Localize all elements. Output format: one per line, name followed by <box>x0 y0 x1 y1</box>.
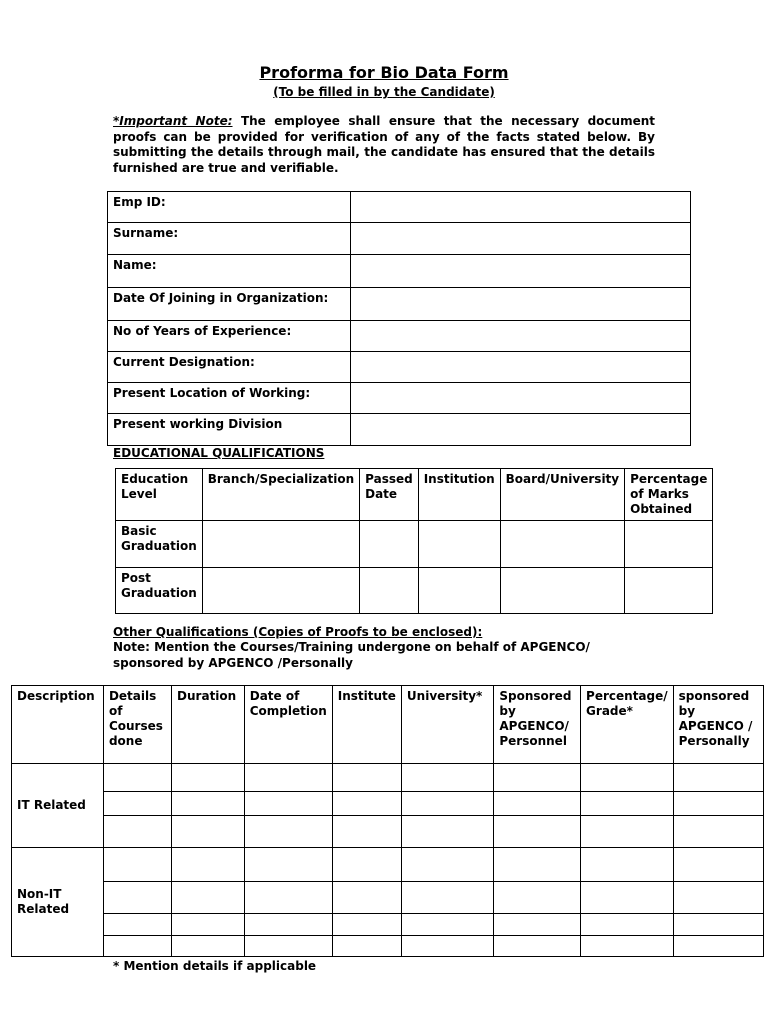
column-header: Sponsored by APGENCO/ Personnel <box>494 686 581 764</box>
table-cell[interactable] <box>360 521 419 568</box>
column-header: Education Level <box>116 469 203 521</box>
table-cell[interactable] <box>401 936 493 957</box>
field-label: Surname: <box>108 223 351 255</box>
table-cell[interactable] <box>202 521 359 568</box>
column-header: Branch/Specialization <box>202 469 359 521</box>
table-cell[interactable] <box>244 914 332 936</box>
table-row <box>12 882 764 914</box>
row-label: Basic Graduation <box>116 521 203 568</box>
important-note-label: *Important Note: <box>113 114 233 128</box>
table-cell[interactable] <box>103 914 171 936</box>
table-cell[interactable] <box>581 914 674 936</box>
table-cell[interactable] <box>103 882 171 914</box>
field-label: Present Location of Working: <box>108 383 351 414</box>
table-cell[interactable] <box>332 914 401 936</box>
column-header: Details of Courses done <box>103 686 171 764</box>
column-header: Institution <box>418 469 500 521</box>
table-cell[interactable] <box>581 848 674 882</box>
table-cell[interactable] <box>103 816 171 848</box>
table-cell[interactable] <box>581 764 674 792</box>
table-cell[interactable] <box>401 914 493 936</box>
table-cell[interactable] <box>244 792 332 816</box>
table-cell[interactable] <box>581 936 674 957</box>
table-cell[interactable] <box>401 848 493 882</box>
table-cell[interactable] <box>625 521 713 568</box>
field-label: Present working Division <box>108 414 351 446</box>
column-header: Institute <box>332 686 401 764</box>
table-cell[interactable] <box>401 792 493 816</box>
column-header: Date of Completion <box>244 686 332 764</box>
table-cell[interactable] <box>494 764 581 792</box>
table-row <box>12 936 764 957</box>
form-title: Proforma for Bio Data Form <box>259 63 509 82</box>
years-experience-field[interactable] <box>350 321 690 352</box>
table-cell[interactable] <box>172 936 245 957</box>
column-header: Percentage/ Grade* <box>581 686 674 764</box>
field-label: Current Designation: <box>108 352 351 383</box>
table-cell[interactable] <box>244 816 332 848</box>
table-cell[interactable] <box>673 914 763 936</box>
field-label: Name: <box>108 255 351 288</box>
table-cell[interactable] <box>103 764 171 792</box>
group-label: Non-IT Related <box>12 848 104 957</box>
table-cell[interactable] <box>418 568 500 614</box>
column-header: Passed Date <box>360 469 419 521</box>
table-cell[interactable] <box>172 764 245 792</box>
table-cell[interactable] <box>172 848 245 882</box>
table-cell[interactable] <box>401 764 493 792</box>
table-cell[interactable] <box>172 882 245 914</box>
present-location-field[interactable] <box>350 383 690 414</box>
emp-id-field[interactable] <box>350 192 690 223</box>
field-label: Emp ID: <box>108 192 351 223</box>
table-cell[interactable] <box>244 764 332 792</box>
other-qualifications-heading: Other Qualifications (Copies of Proofs to be enclosed): <box>113 625 483 639</box>
table-row <box>12 764 764 792</box>
table-cell[interactable] <box>103 792 171 816</box>
table-row <box>12 848 764 882</box>
table-cell[interactable] <box>103 936 171 957</box>
table-cell[interactable] <box>172 816 245 848</box>
table-cell[interactable] <box>500 521 624 568</box>
other-qualifications-note: Note: Mention the Courses/Training undergone on behalf of APGENCO/ sponsored by APGENCO /Personally <box>113 640 590 670</box>
table-cell[interactable] <box>172 792 245 816</box>
table-cell[interactable] <box>581 816 674 848</box>
table-cell[interactable] <box>103 848 171 882</box>
table-cell[interactable] <box>494 936 581 957</box>
table-cell[interactable] <box>494 816 581 848</box>
important-note-text: The employee shall ensure that the necessary document proofs can be provided for verification of any of the facts stated below. By submitting the details through mail, the candidate has ensured that the details furnished are true and verifiable. <box>113 114 655 175</box>
table-row <box>116 568 713 614</box>
present-division-field[interactable] <box>350 414 690 446</box>
other-qualifications-table <box>11 685 764 957</box>
form-subtitle: (To be filled in by the Candidate) <box>273 85 495 99</box>
column-header: Duration <box>172 686 245 764</box>
table-cell[interactable] <box>332 764 401 792</box>
education-table <box>115 468 713 614</box>
table-cell[interactable] <box>581 792 674 816</box>
table-cell[interactable] <box>332 816 401 848</box>
table-cell[interactable] <box>244 848 332 882</box>
important-note <box>113 114 655 176</box>
column-header: Percentage of Marks Obtained <box>625 469 713 521</box>
table-row <box>12 792 764 816</box>
table-cell[interactable] <box>625 568 713 614</box>
table-cell[interactable] <box>494 792 581 816</box>
table-cell[interactable] <box>332 882 401 914</box>
table-cell[interactable] <box>500 568 624 614</box>
column-header: Board/University <box>500 469 624 521</box>
name-field[interactable] <box>350 255 690 288</box>
column-header: Description <box>12 686 104 764</box>
field-label: No of Years of Experience: <box>108 321 351 352</box>
table-cell[interactable] <box>401 882 493 914</box>
table-cell[interactable] <box>332 848 401 882</box>
surname-field[interactable] <box>350 223 690 255</box>
table-cell[interactable] <box>244 936 332 957</box>
table-cell[interactable] <box>172 914 245 936</box>
table-cell[interactable] <box>360 568 419 614</box>
table-cell[interactable] <box>494 914 581 936</box>
table-cell[interactable] <box>673 936 763 957</box>
table-row <box>116 521 713 568</box>
table-cell[interactable] <box>332 936 401 957</box>
education-heading: EDUCATIONAL QUALIFICATIONS <box>113 446 325 460</box>
column-header: sponsored by APGENCO / Personally <box>673 686 763 764</box>
table-cell[interactable] <box>494 848 581 882</box>
table-cell[interactable] <box>418 521 500 568</box>
field-label: Date Of Joining in Organization: <box>108 288 351 321</box>
table-cell[interactable] <box>202 568 359 614</box>
table-cell[interactable] <box>401 816 493 848</box>
table-cell[interactable] <box>332 792 401 816</box>
table-cell[interactable] <box>673 848 763 882</box>
table-cell[interactable] <box>673 792 763 816</box>
table-row <box>12 816 764 848</box>
row-label: Post Graduation <box>116 568 203 614</box>
current-designation-field[interactable] <box>350 352 690 383</box>
table-cell[interactable] <box>673 764 763 792</box>
group-label: IT Related <box>12 764 104 848</box>
column-header: University* <box>401 686 493 764</box>
footnote: * Mention details if applicable <box>113 959 317 973</box>
table-cell[interactable] <box>673 816 763 848</box>
table-row <box>12 914 764 936</box>
table-cell[interactable] <box>244 882 332 914</box>
table-cell[interactable] <box>494 882 581 914</box>
date-of-joining-field[interactable] <box>350 288 690 321</box>
table-cell[interactable] <box>673 882 763 914</box>
table-cell[interactable] <box>581 882 674 914</box>
employee-details-table <box>107 191 691 446</box>
